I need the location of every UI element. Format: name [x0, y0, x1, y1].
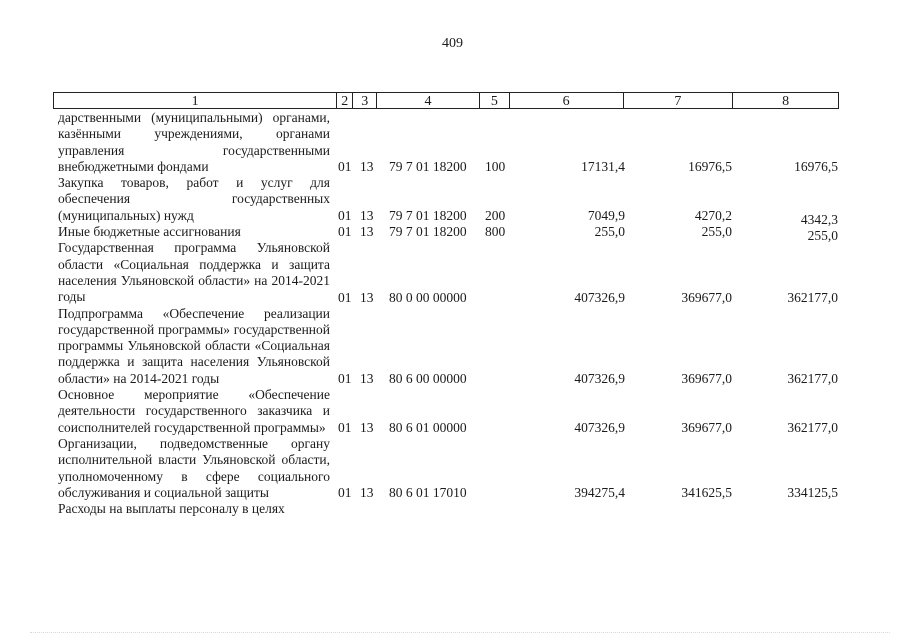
subsection-code: 13	[360, 371, 374, 387]
amount-col-8: 16976,5	[794, 159, 838, 175]
table-row	[0, 306, 905, 387]
expense-type-code: 200	[485, 208, 506, 224]
target-article-code: 80 6 01 17010	[389, 485, 467, 501]
subsection-code: 13	[360, 289, 374, 305]
section-code: 01	[338, 289, 352, 305]
amount-col-6: 407326,9	[574, 419, 625, 435]
column-header-1: 1	[54, 93, 337, 108]
amount-col-6: 7049,9	[587, 208, 625, 224]
target-article-code: 80 6 01 00000	[389, 419, 467, 435]
section-code: 01	[338, 224, 352, 240]
amount-col-8: 362177,0	[787, 419, 838, 435]
row-description: Государственная программа Ульяновской области «Социальная поддержка и защита населения Ульяновской области» на 2014-2021 годы	[58, 240, 330, 305]
amount-col-6: 394275,4	[574, 485, 625, 501]
target-article-code: 80 0 00 00000	[389, 289, 467, 305]
amount-col-7: 16976,5	[688, 159, 732, 175]
amount-col-6: 407326,9	[574, 289, 625, 305]
scan-artifact-line	[30, 632, 890, 635]
row-description: Закупка товаров, работ и услуг для обеспечения государственных (муниципальных) нужд	[58, 175, 330, 223]
amount-col-8: 4342,3	[800, 212, 838, 228]
column-header-4: 4	[377, 93, 480, 108]
row-description: Организации, подведомственные органу исполнительной власти Ульяновской области, уполномоченному в сфере социального обслуживания и социальной защиты	[58, 435, 330, 500]
section-code: 01	[338, 419, 352, 435]
row-codes	[0, 485, 905, 501]
amount-col-8: 255,0	[807, 228, 838, 244]
amount-col-6: 255,0	[594, 224, 625, 240]
row-description: Расходы на выплаты персоналу в целях	[58, 501, 285, 517]
table-row	[0, 175, 905, 228]
row-codes	[0, 420, 905, 436]
column-header-6: 6	[510, 93, 624, 108]
target-article-code: 79 7 01 18200	[389, 159, 467, 175]
expense-type-code: 800	[485, 224, 506, 240]
amount-col-8: 362177,0	[787, 289, 838, 305]
amount-col-7: 341625,5	[681, 485, 732, 501]
subsection-code: 13	[360, 419, 374, 435]
subsection-code: 13	[360, 224, 374, 240]
table-row	[0, 387, 905, 436]
row-codes	[0, 159, 905, 175]
target-article-code: 79 7 01 18200	[389, 208, 467, 224]
row-codes	[0, 224, 905, 244]
section-code: 01	[338, 485, 352, 501]
section-code: 01	[338, 159, 352, 175]
section-code: 01	[338, 371, 352, 387]
column-header-7: 7	[624, 93, 734, 108]
page-number: 409	[442, 36, 463, 51]
amount-col-7: 369677,0	[681, 419, 732, 435]
amount-col-8: 362177,0	[787, 371, 838, 387]
table-row	[0, 110, 905, 175]
amount-col-7: 369677,0	[681, 289, 732, 305]
amount-col-6: 17131,4	[581, 159, 625, 175]
target-article-code: 80 6 00 00000	[389, 371, 467, 387]
column-header-8: 8	[782, 94, 790, 109]
amount-col-6: 407326,9	[574, 371, 625, 387]
row-codes	[0, 290, 905, 306]
amount-col-8: 334125,5	[787, 485, 838, 501]
amount-col-7: 369677,0	[681, 371, 732, 387]
row-description: Иные бюджетные ассигнования	[58, 224, 241, 240]
table-row	[0, 501, 905, 517]
table-row	[0, 436, 905, 501]
subsection-code: 13	[360, 485, 374, 501]
subsection-code: 13	[360, 159, 374, 175]
row-description: Основное мероприятие «Обеспечение деятельности государственного заказчика и соисполнителей государственной программы»	[58, 387, 330, 435]
amount-col-7: 255,0	[701, 224, 732, 240]
row-description: дарственными (муниципальными) органами, казёнными учреждениями, органами управления государственными внебюджетными фондами	[58, 110, 330, 174]
subsection-code: 13	[360, 208, 374, 224]
table-body	[0, 110, 905, 517]
row-description: Подпрограмма «Обеспечение реализации государственной программы» государственной программы Ульяновской области «Социальная поддержка и защита населения Ульяновской области» на 2014-2021 годы	[58, 305, 330, 386]
row-codes	[0, 371, 905, 387]
column-header-5: 5	[480, 93, 510, 108]
amount-col-7: 4270,2	[694, 208, 732, 224]
target-article-code: 79 7 01 18200	[389, 224, 467, 240]
column-header-3: 3	[353, 93, 377, 108]
section-code: 01	[338, 208, 352, 224]
table-header-row	[53, 92, 839, 109]
column-header-2: 2	[337, 93, 353, 108]
expense-type-code: 100	[485, 159, 506, 175]
table-row	[0, 240, 905, 305]
table-row	[0, 224, 905, 244]
row-codes	[0, 208, 905, 228]
